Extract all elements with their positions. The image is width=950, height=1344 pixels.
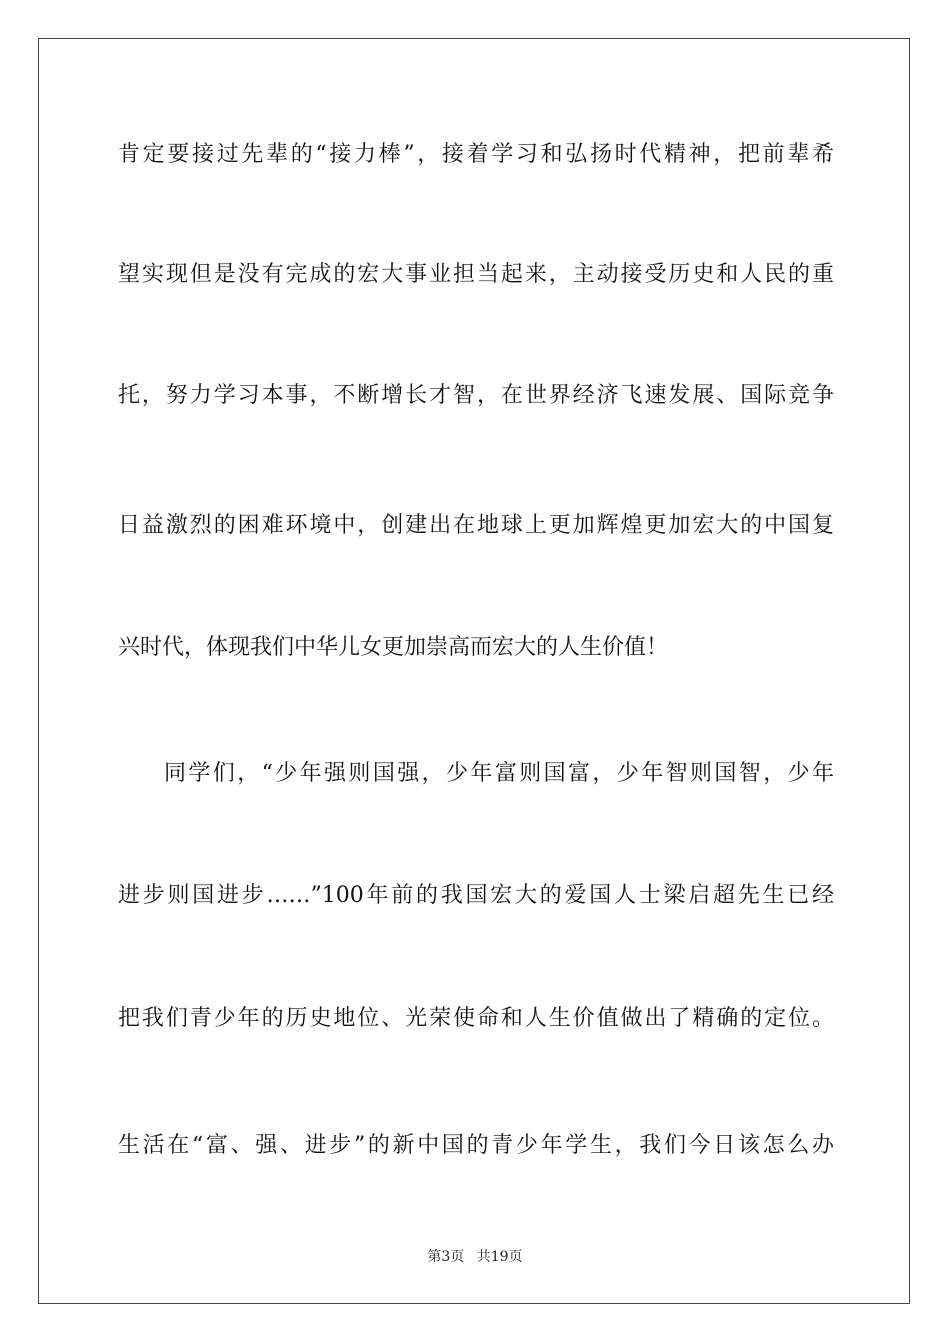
text-line: 生活在“富、强、进步”的新中国的青少年学生，我们今日该怎么办 (118, 1133, 834, 1158)
text-line: 日益激烈的困难环境中，创建出在地球上更加辉煌更加宏大的中国复 (118, 513, 834, 538)
text-line: 兴时代，体现我们中华儿女更加崇高而宏大的人生价值！ (118, 635, 669, 660)
text-line: 望实现但是没有完成的宏大事业担当起来，主动接受历史和人民的重 (118, 262, 834, 287)
page-footer (0, 1246, 950, 1266)
text-line: 托，努力学习本事，不断增长才智，在世界经济飞速发展、国际竞争 (118, 383, 834, 408)
text-line: 肯定要接过先辈的“接力棒”，接着学习和弘扬时代精神，把前辈希 (118, 142, 834, 167)
page-number-current: 第3页 (427, 1249, 465, 1265)
paragraph-start-line: 同学们，“少年强则国强，少年富则国富，少年智则国智，少年 (164, 761, 834, 786)
text-line: 进步则国进步……”100年前的我国宏大的爱国人士梁启超先生已经 (118, 883, 834, 908)
page-number-total: 共19页 (476, 1249, 523, 1265)
page-border (38, 38, 910, 1304)
text-line: 把我们青少年的历史地位、光荣使命和人生价值做出了精确的定位。 (118, 1006, 834, 1031)
